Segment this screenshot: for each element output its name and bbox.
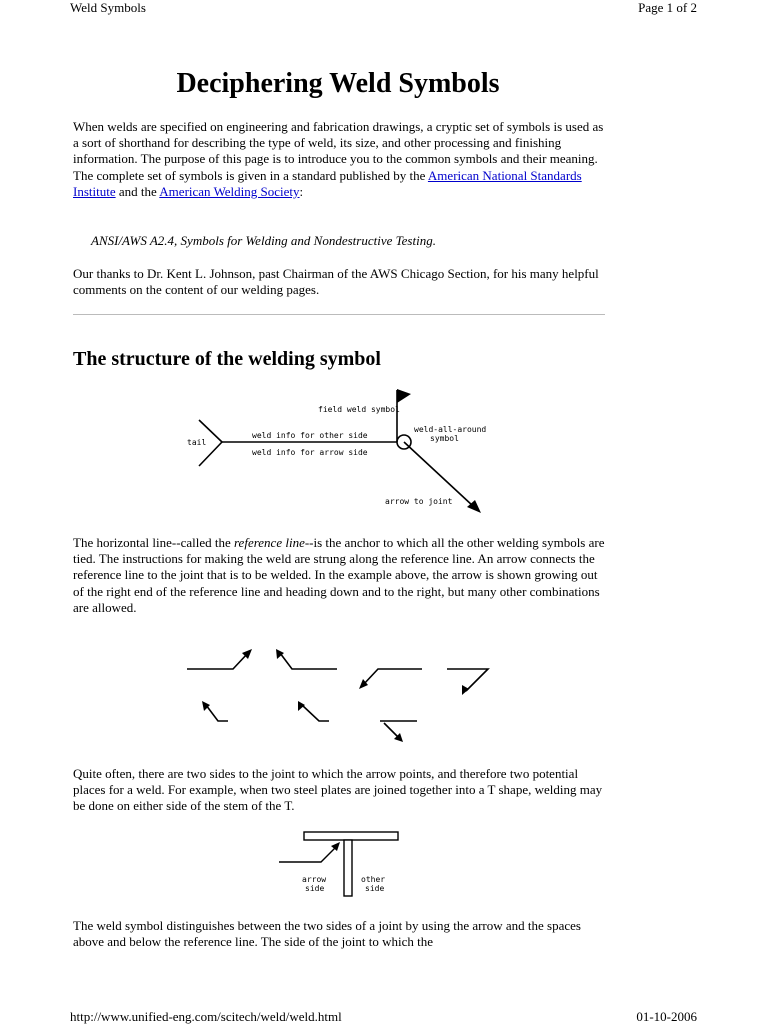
page-title: Deciphering Weld Symbols [176,68,500,99]
t-joint-diagram [275,828,403,900]
tail-label: tail [187,438,207,447]
ansi-link[interactable]: American National Standards Institute [73,167,582,199]
arrow-to-joint-label: arrow to joint [385,497,453,506]
all-around-label-1: weld-all-around [414,425,487,434]
arrow-side-label-2: side [305,884,325,893]
thanks-paragraph: Our thanks to Dr. Kent L. Johnson, past Chairman of the AWS Chicago Section, for his many helpful comments on the content of our welding pages. [73,266,599,298]
footer-date: 01-10-2006 [636,1009,697,1024]
arrow-orientations-diagram [182,645,492,745]
arrow-side-label-1: arrow [302,875,327,884]
intro-text-between: and the [115,183,160,199]
other-side-info-label: weld info for other side [252,431,368,440]
footer-url: http://www.unified-eng.com/scitech/weld/weld.html [70,1009,342,1024]
reference-line-paragraph [73,535,608,616]
other-side-label-2: side [365,884,385,893]
field-weld-label: field weld symbol [318,405,400,414]
reference-text-after: --is the anchor to which all the other welding symbols are tied. The instructions for making the weld are strung along the reference line. An arrow connects the reference line to the joint that is to be welded. In the example above, the arrow is shown growing out of the right end of the reference line and heading down and to the right, but many other combinations are allowed. [73,535,605,615]
arrow-side-info-label: weld info for arrow side [252,448,368,457]
two-sides-paragraph: Quite often, there are two sides to the joint to which the arrow points, and therefore two potential places for a weld. For example, when two steel plates are joined together into a T shape, welding may be done on either side of the stem of the T. [73,766,603,814]
section-divider [73,314,605,315]
section-title: The structure of the welding symbol [73,348,381,370]
standard-citation: ANSI/AWS A2.4, Symbols for Welding and Nondestructive Testing. [91,233,436,248]
page-number: Page 1 of 2 [638,0,697,15]
aws-link[interactable]: American Welding Society [159,183,300,199]
all-around-label-2: symbol [430,434,459,443]
intro-text: When welds are specified on engineering and fabrication drawings, a cryptic set of symbols is used as a sort of shorthand for describing the type of weld, its size, and other processing and finishing information. The purpose of this page is to introduce you to the common symbols and their meaning. The complete set of symbols is given in a standard published by the [73,119,604,183]
welding-symbol-structure-diagram [185,383,490,515]
intro-paragraph [73,119,608,200]
reference-line-term: reference line [233,535,305,550]
page-header-title: Weld Symbols [70,0,146,15]
reference-text-before: The horizontal line--called the [73,535,234,550]
other-side-label-1: other [361,875,386,884]
intro-text-after: : [299,183,304,199]
distinguish-paragraph: The weld symbol distinguishes between the two sides of a joint by using the arrow and the spaces above and below the reference line. The side of the joint to which the [73,918,581,950]
